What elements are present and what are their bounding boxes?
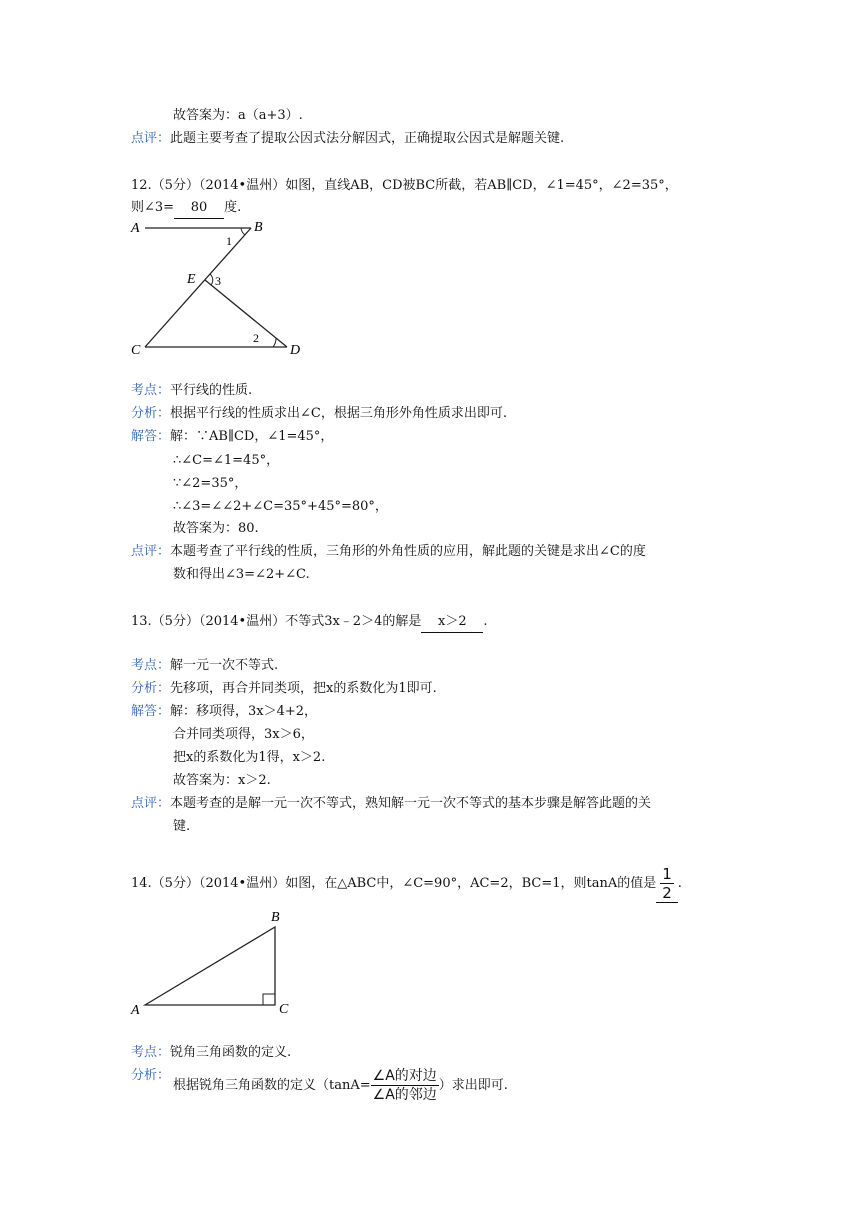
label-e: E [187,272,196,287]
point-text: 锐角三角函数的定义. [170,1045,292,1060]
tan-definition-fraction [371,1067,439,1104]
q12-answer-blank: 80 [174,198,224,219]
solution-line: 故答案为：80. [173,521,259,536]
analysis-label: 分析： [131,406,171,421]
fraction-numerator: 1 [662,864,672,883]
q14-answer-fraction [660,865,674,902]
q13-stem-suffix: . [483,614,488,629]
fraction-denominator: ∠A的邻边 [372,1087,437,1103]
q14-analysis-label [131,1066,170,1086]
analysis-label: 分析： [131,681,171,696]
triangle-abc [145,927,275,1005]
analysis-text: 根据平行线的性质求出∠C，根据三角形外角性质求出即可. [170,406,507,421]
solution-line: ∴∠C=∠1=45°， [173,453,280,468]
q14-analysis [173,1064,508,1108]
point-label: 考点： [131,383,171,398]
fraction-denominator: 2 [662,883,672,902]
comment-text: 本题考查了平行线的性质，三角形的外角性质的应用，解此题的关键是求出∠C的度 [170,544,646,559]
comment-text: 键. [173,819,191,834]
solution-line: 解：移项得，3x＞4+2， [170,704,318,719]
point-text: 解一元一次不等式. [170,658,279,673]
solution-line: 合并同类项得，3x＞6， [173,727,314,742]
right-angle-mark [263,994,275,1005]
point-label: 考点： [131,658,171,673]
angle1-arc [241,228,245,235]
label-c: C [131,343,141,358]
q13-analysis [131,679,437,699]
analysis-text: 先移项，再合并同类项，把x的系数化为1即可. [170,681,437,696]
q14-stem [131,864,682,904]
q12-stem: 12.（5分）（2014•温州）如图，直线AB，CD被BC所截，若AB∥CD，∠1=45°，∠2=35°， [131,178,678,193]
comment-text: 此题主要考查了提取公因式法分解因式，正确提取公因式是解题关键. [170,131,565,146]
label-angle2: 2 [253,331,259,345]
q12-figure [125,215,315,360]
comment-label: 点评： [131,131,171,146]
fraction-numerator: ∠A的对边 [372,1068,437,1084]
angle3-arc [210,274,213,285]
q12-stem2-suffix: 度. [224,200,242,215]
q14-answer-blank [656,865,678,903]
label-c: C [279,1002,289,1017]
label-a: A [131,221,140,236]
solution-line: 故答案为：x＞2. [173,773,271,788]
label-a: A [131,1003,140,1017]
solution-line: ∴∠3=∠∠2+∠C=35°+45°=80°， [173,499,388,514]
solution-label: 解答： [131,704,171,719]
q14-stem-prefix: 14.（5分）（2014•温州）如图，在△ABC中，∠C=90°，AC=2，BC=1，则tanA的值是 [131,876,657,891]
label-d: D [290,343,301,358]
q11-comment [131,129,564,149]
q11-answer-line: 故答案为：a（a+3）. [173,108,303,123]
q12-comment [131,542,646,562]
q12-stem2-prefix: 则∠3= [131,200,175,215]
q13-answer-blank: x＞2 [421,612,483,633]
q13-stem-prefix: 13.（5分）（2014•温州）不等式3x﹣2＞4的解是 [131,614,422,629]
q14-figure [125,905,305,1017]
q12-solution [131,427,333,447]
label-angle3: 3 [215,274,221,288]
q14-stem-suffix: . [677,876,682,891]
comment-text: 本题考查的是解一元一次不等式，熟知解一元一次不等式的基本步骤是解答此题的关 [170,796,652,811]
line-ed [205,280,287,347]
q13-solution [131,702,317,722]
label-angle1: 1 [226,234,232,248]
analysis-prefix: 根据锐角三角函数的定义（tanA= [173,1078,371,1093]
line-bc [145,228,251,347]
angle2-arc [273,338,276,347]
solution-label: 解答： [131,429,171,444]
q13-point [131,656,278,676]
q13-stem [131,612,487,633]
q13-comment [131,794,651,814]
label-b: B [254,220,263,235]
label-b: B [271,910,280,925]
q12-point [131,381,252,401]
solution-line: 解：∵AB∥CD，∠1=45°， [170,429,334,444]
comment-text: 数和得出∠3=∠2+∠C. [173,567,310,582]
point-text: 平行线的性质. [170,383,253,398]
solution-line: 把x的系数化为1得，x＞2. [173,750,326,765]
point-label: 考点： [131,1045,171,1060]
solution-line: ∵∠2=35°， [173,476,248,491]
analysis-label: 分析： [131,1068,171,1083]
comment-label: 点评： [131,796,171,811]
q14-point [131,1043,291,1063]
comment-label: 点评： [131,544,171,559]
q12-analysis [131,404,507,424]
analysis-suffix: ）求出即可. [438,1078,508,1093]
